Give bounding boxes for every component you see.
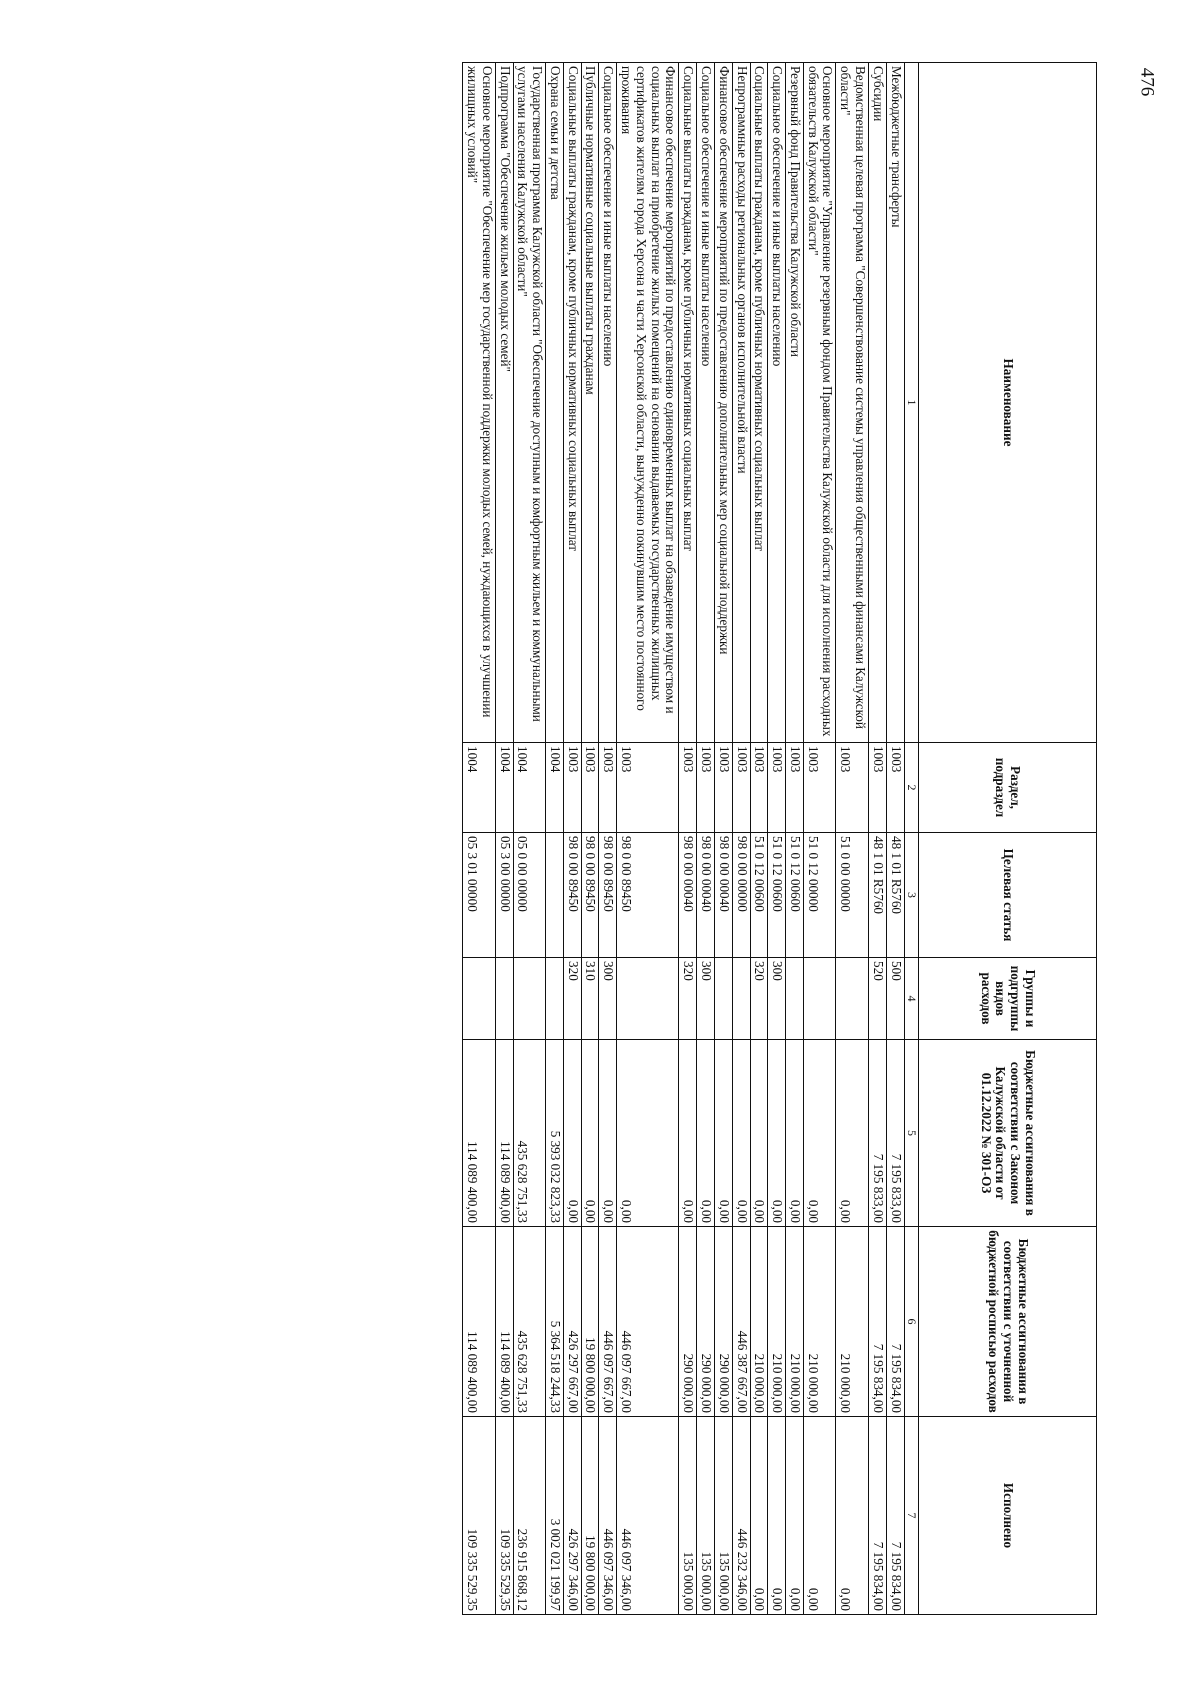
row-group — [786, 958, 804, 1040]
table-row — [513, 63, 546, 1615]
row-law-amount: 0,00 — [581, 1040, 599, 1227]
row-section: 1003 — [768, 743, 786, 833]
row-law-amount: 435 628 751,33 — [513, 1040, 546, 1227]
row-group: 300 — [599, 958, 617, 1040]
row-section: 1004 — [513, 743, 546, 833]
column-number: 6 — [904, 1227, 918, 1417]
row-group: 320 — [679, 958, 697, 1040]
row-name: Резервный фонд Правительства Калужской области — [786, 63, 804, 743]
table-row — [714, 63, 732, 1615]
row-section: 1003 — [750, 743, 768, 833]
row-name: Подпрограмма "Обеспечение жильем молодых семей" — [495, 63, 513, 743]
row-plan-amount: 210 000,00 — [803, 1227, 836, 1417]
row-exec-amount: 135 000,00 — [714, 1417, 732, 1615]
row-group — [803, 958, 836, 1040]
row-name: Финансовое обеспечение мероприятий по предоставлению дополнительных мер социальной поддержки — [714, 63, 732, 743]
header-name: Наименование — [919, 63, 1097, 743]
row-group: 320 — [750, 958, 768, 1040]
row-section: 1003 — [679, 743, 697, 833]
row-law-amount: 0,00 — [836, 1040, 869, 1227]
row-law-amount: 0,00 — [697, 1040, 715, 1227]
table-row — [786, 63, 804, 1615]
row-law-amount: 0,00 — [714, 1040, 732, 1227]
row-section: 1004 — [546, 743, 564, 833]
row-exec-amount: 446 097 346,00 — [617, 1417, 679, 1615]
row-section: 1003 — [581, 743, 599, 833]
row-plan-amount: 446 097 667,00 — [617, 1227, 679, 1417]
row-exec-amount: 426 297 346,00 — [563, 1417, 581, 1615]
row-section: 1003 — [697, 743, 715, 833]
row-plan-amount: 210 000,00 — [768, 1227, 786, 1417]
row-group — [546, 958, 564, 1040]
table-row — [750, 63, 768, 1615]
row-section: 1003 — [786, 743, 804, 833]
row-section: 1003 — [803, 743, 836, 833]
row-target: 48 1 01 R5760 — [869, 833, 887, 958]
row-plan-amount: 7 195 834,00 — [869, 1227, 887, 1417]
row-name: Социальное обеспечение и иные выплаты населению — [697, 63, 715, 743]
row-name: Государственная программа Калужской области "Обеспечение доступным и комфортным жильем и коммунальными услугами населения Калужской области" — [513, 63, 546, 743]
row-target: 98 0 00 00040 — [714, 833, 732, 958]
row-target: 05 3 00 00000 — [495, 833, 513, 958]
row-group: 520 — [869, 958, 887, 1040]
row-law-amount: 0,00 — [768, 1040, 786, 1227]
column-number: 5 — [904, 1040, 918, 1227]
row-name: Социальное обеспечение и иные выплаты населению — [599, 63, 617, 743]
row-exec-amount: 0,00 — [750, 1417, 768, 1615]
row-target: 98 0 00 00040 — [697, 833, 715, 958]
row-section: 1003 — [732, 743, 750, 833]
row-plan-amount: 210 000,00 — [786, 1227, 804, 1417]
row-group: 500 — [886, 958, 904, 1040]
row-exec-amount: 7 195 834,00 — [869, 1417, 887, 1615]
row-name: Непрограммные расходы региональных органов исполнительной власти — [732, 63, 750, 743]
row-group — [714, 958, 732, 1040]
row-plan-amount: 426 297 667,00 — [563, 1227, 581, 1417]
row-law-amount: 5 393 032 823,33 — [546, 1040, 564, 1227]
table-row — [836, 63, 869, 1615]
row-exec-amount: 0,00 — [786, 1417, 804, 1615]
row-target: 48 1 01 R5760 — [886, 833, 904, 958]
row-group: 310 — [581, 958, 599, 1040]
row-plan-amount: 114 089 400,00 — [463, 1227, 496, 1417]
row-exec-amount: 135 000,00 — [697, 1417, 715, 1615]
header-section: Раздел, подраздел — [919, 743, 1097, 833]
table-row — [732, 63, 750, 1615]
row-name: Публичные нормативные социальные выплаты гражданам — [581, 63, 599, 743]
row-law-amount: 0,00 — [599, 1040, 617, 1227]
table-row — [679, 63, 697, 1615]
table-row — [581, 63, 599, 1615]
row-name: Межбюджетные трансферты — [886, 63, 904, 743]
row-plan-amount: 210 000,00 — [836, 1227, 869, 1417]
row-target: 98 0 00 00000 — [732, 833, 750, 958]
row-plan-amount: 19 800 000,00 — [581, 1227, 599, 1417]
row-law-amount: 0,00 — [750, 1040, 768, 1227]
row-law-amount: 0,00 — [617, 1040, 679, 1227]
row-target: 51 0 12 00000 — [803, 833, 836, 958]
row-group: 320 — [563, 958, 581, 1040]
row-law-amount: 7 195 833,00 — [869, 1040, 887, 1227]
row-section: 1003 — [563, 743, 581, 833]
page-number-text: 476 — [1136, 67, 1157, 97]
row-target — [546, 833, 564, 958]
row-exec-amount: 109 335 529,35 — [463, 1417, 496, 1615]
row-section: 1003 — [886, 743, 904, 833]
row-target: 51 0 00 00000 — [836, 833, 869, 958]
table-row — [768, 63, 786, 1615]
header-plan: Бюджетные ассигнования в соответствии с уточненной бюджетной росписью расходов — [919, 1227, 1097, 1417]
row-law-amount: 0,00 — [786, 1040, 804, 1227]
table-row — [803, 63, 836, 1615]
row-name: Основное мероприятие "Обеспечение мер государственной поддержки молодых семей, нуждающихся в улучшении жилищных условий" — [463, 63, 496, 743]
header-target: Целевая статья — [919, 833, 1097, 958]
row-plan-amount: 114 089 400,00 — [495, 1227, 513, 1417]
budget-table — [462, 62, 1097, 1615]
row-target: 51 0 12 00600 — [768, 833, 786, 958]
row-plan-amount: 446 097 667,00 — [599, 1227, 617, 1417]
row-section: 1004 — [463, 743, 496, 833]
column-number: 3 — [904, 833, 918, 958]
row-exec-amount: 236 915 868,12 — [513, 1417, 546, 1615]
table-row — [599, 63, 617, 1615]
row-group: 300 — [697, 958, 715, 1040]
row-exec-amount: 109 335 529,35 — [495, 1417, 513, 1615]
row-name: Основное мероприятие "Управление резервным фондом Правительства Калужской области для исполнения расходных обязательств Калужской области" — [803, 63, 836, 743]
table-row — [546, 63, 564, 1615]
row-target: 98 0 00 89450 — [617, 833, 679, 958]
column-number: 1 — [904, 63, 918, 743]
table-row — [886, 63, 904, 1615]
header-exec: Исполнено — [919, 1417, 1097, 1615]
row-target: 05 3 01 00000 — [463, 833, 496, 958]
row-target: 98 0 00 89450 — [563, 833, 581, 958]
row-plan-amount: 7 195 834,00 — [886, 1227, 904, 1417]
row-law-amount: 114 089 400,00 — [463, 1040, 496, 1227]
row-group — [513, 958, 546, 1040]
table-row — [869, 63, 887, 1615]
row-plan-amount: 5 364 518 244,33 — [546, 1227, 564, 1417]
table-rotation — [112, 62, 1097, 1614]
row-section: 1003 — [869, 743, 887, 833]
row-name: Социальные выплаты гражданам, кроме публичных нормативных социальных выплат — [563, 63, 581, 743]
table-row — [463, 63, 496, 1615]
row-name: Финансовое обеспечение мероприятий по предоставлению единовременных выплат на обзаведение имуществом и социальных выплат на приобретение жилых помещений на основании выдаваемых государственных жилищных сертификатов жителям города Херсона и части Херсонской области, вынужденно покинувшим место постоянного проживания — [617, 63, 679, 743]
row-target: 98 0 00 00040 — [679, 833, 697, 958]
table-row — [697, 63, 715, 1615]
row-law-amount: 7 195 833,00 — [886, 1040, 904, 1227]
row-law-amount: 0,00 — [803, 1040, 836, 1227]
row-group: 300 — [768, 958, 786, 1040]
table-row — [563, 63, 581, 1615]
row-name: Социальное обеспечение и иные выплаты населению — [768, 63, 786, 743]
header-law: Бюджетные ассигнования в соответствии с Законом Калужской области от 01.12.2022 № 301-ОЗ — [919, 1040, 1097, 1227]
row-target: 05 0 00 00000 — [513, 833, 546, 958]
row-exec-amount: 19 800 000,00 — [581, 1417, 599, 1615]
column-number: 7 — [904, 1417, 918, 1615]
row-name: Ведомственная целевая программа "Совершенствование системы управления общественными финансами Калужской области" — [836, 63, 869, 743]
row-target: 51 0 12 00600 — [786, 833, 804, 958]
row-plan-amount: 446 387 667,00 — [732, 1227, 750, 1417]
table-row — [617, 63, 679, 1615]
row-target: 51 0 12 00600 — [750, 833, 768, 958]
row-law-amount: 114 089 400,00 — [495, 1040, 513, 1227]
row-group — [495, 958, 513, 1040]
row-name: Охрана семьи и детства — [546, 63, 564, 743]
table-body — [463, 63, 904, 1615]
column-number-row — [904, 63, 918, 1615]
row-law-amount: 0,00 — [679, 1040, 697, 1227]
column-number: 2 — [904, 743, 918, 833]
rotated-table-container — [112, 62, 1097, 1614]
row-target: 98 0 00 89450 — [599, 833, 617, 958]
row-name: Субсидии — [869, 63, 887, 743]
row-plan-amount: 290 000,00 — [679, 1227, 697, 1417]
row-plan-amount: 210 000,00 — [750, 1227, 768, 1417]
row-law-amount: 0,00 — [732, 1040, 750, 1227]
page-number — [1126, 52, 1166, 112]
row-section: 1004 — [495, 743, 513, 833]
row-exec-amount: 0,00 — [768, 1417, 786, 1615]
row-exec-amount: 0,00 — [803, 1417, 836, 1615]
row-exec-amount: 7 195 834,00 — [886, 1417, 904, 1615]
row-exec-amount: 446 232 346,00 — [732, 1417, 750, 1615]
row-section: 1003 — [836, 743, 869, 833]
header-group: Группы и подгруппы видов расходов — [919, 958, 1097, 1040]
table-row — [495, 63, 513, 1615]
row-exec-amount: 135 000,00 — [679, 1417, 697, 1615]
row-law-amount: 0,00 — [563, 1040, 581, 1227]
row-group — [836, 958, 869, 1040]
row-group — [463, 958, 496, 1040]
row-plan-amount: 290 000,00 — [714, 1227, 732, 1417]
row-section: 1003 — [714, 743, 732, 833]
row-name: Социальные выплаты гражданам, кроме публичных нормативных социальных выплат — [750, 63, 768, 743]
row-exec-amount: 3 002 021 199,97 — [546, 1417, 564, 1615]
row-target: 98 0 00 89450 — [581, 833, 599, 958]
row-group — [732, 958, 750, 1040]
row-section: 1003 — [617, 743, 679, 833]
row-section: 1003 — [599, 743, 617, 833]
row-exec-amount: 446 097 346,00 — [599, 1417, 617, 1615]
table-header-row — [919, 63, 1097, 1615]
column-number: 4 — [904, 958, 918, 1040]
row-group — [617, 958, 679, 1040]
row-exec-amount: 0,00 — [836, 1417, 869, 1615]
row-plan-amount: 435 628 751,33 — [513, 1227, 546, 1417]
row-name: Социальные выплаты гражданам, кроме публичных нормативных социальных выплат — [679, 63, 697, 743]
row-plan-amount: 290 000,00 — [697, 1227, 715, 1417]
